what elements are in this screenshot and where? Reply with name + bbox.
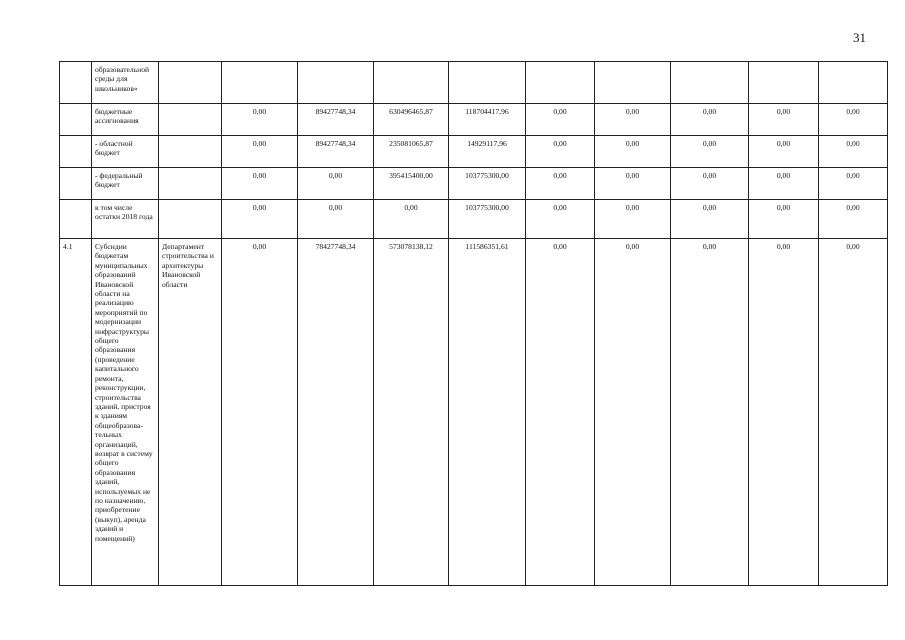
amount-cell: 0,00 [526, 136, 595, 168]
amount-cell: 0,00 [749, 168, 819, 200]
amount-cell: 0,00 [526, 168, 595, 200]
amount-cell: 0,00 [671, 200, 749, 239]
amount-cell: 0,00 [671, 104, 749, 136]
amount-cell [595, 62, 671, 104]
amount-cell: 0,00 [671, 136, 749, 168]
amount-cell: 0,00 [749, 239, 819, 586]
amount-cell: 14929117,96 [449, 136, 526, 168]
amount-cell: 0,00 [749, 136, 819, 168]
amount-cell [749, 62, 819, 104]
row-name-cell: бюджетные ассигнования [92, 104, 159, 136]
amount-cell: 0,00 [819, 168, 888, 200]
page-number: 31 [853, 30, 866, 45]
amount-cell [671, 62, 749, 104]
row-index-cell [60, 104, 92, 136]
table-row [60, 136, 888, 168]
row-executor-cell [159, 200, 222, 239]
amount-cell: 0,00 [819, 239, 888, 586]
amount-cell: 0,00 [526, 239, 595, 586]
amount-cell: 0,00 [595, 104, 671, 136]
table-row [60, 168, 888, 200]
row-executor-cell [159, 168, 222, 200]
row-name-cell: - федеральный бюджет [92, 168, 159, 200]
amount-cell: 0,00 [595, 239, 671, 586]
amount-cell: 630496465,87 [374, 104, 449, 136]
amount-cell: 0,00 [671, 168, 749, 200]
amount-cell: 111586351,61 [449, 239, 526, 586]
row-index-cell: 4.1 [60, 239, 92, 586]
row-index-cell [60, 200, 92, 239]
row-name-cell: - областной бюджет [92, 136, 159, 168]
amount-cell [449, 62, 526, 104]
row-name-cell: Субсидии бюджетам муниципальных образований Ивановской области на реализацию мероприятий по модернизации инфраструктуры общего образования (проведение капитального ремонта, реконструкции, строительства зданий, пристроя к зданиям общеобразова-тельных организаций, возврат в систему общего образования зданий, используемых не по назначению, приобретение (выкуп), аренда зданий и помещений) [92, 239, 159, 586]
amount-cell: 0,00 [595, 200, 671, 239]
row-executor-cell [159, 136, 222, 168]
row-executor-cell [159, 62, 222, 104]
table-row [60, 239, 888, 586]
amount-cell: 0,00 [222, 136, 298, 168]
amount-cell: 0,00 [374, 200, 449, 239]
amount-cell: 0,00 [222, 104, 298, 136]
amount-cell: 0,00 [222, 168, 298, 200]
amount-cell [374, 62, 449, 104]
row-executor-cell: Департамент строительства и архитектуры Ивановской области [159, 239, 222, 586]
amount-cell: 0,00 [595, 168, 671, 200]
row-name-cell: образовательной среды для школьников» [92, 62, 159, 104]
amount-cell: 0,00 [222, 239, 298, 586]
budget-table [59, 61, 888, 586]
amount-cell: 0,00 [819, 136, 888, 168]
amount-cell: 0,00 [819, 200, 888, 239]
table-row [60, 104, 888, 136]
amount-cell: 0,00 [749, 104, 819, 136]
amount-cell: 395415400,00 [374, 168, 449, 200]
amount-cell: 0,00 [749, 200, 819, 239]
amount-cell [526, 62, 595, 104]
amount-cell: 0,00 [526, 104, 595, 136]
amount-cell: 103775300,00 [449, 200, 526, 239]
row-name-cell: в том числе остатки 2018 года [92, 200, 159, 239]
amount-cell: 573078138,12 [374, 239, 449, 586]
amount-cell: 89427748,34 [298, 136, 374, 168]
row-executor-cell [159, 104, 222, 136]
amount-cell [298, 62, 374, 104]
amount-cell: 0,00 [819, 104, 888, 136]
row-index-cell [60, 168, 92, 200]
amount-cell: 103775300,00 [449, 168, 526, 200]
amount-cell: 0,00 [222, 200, 298, 239]
table-row [60, 200, 888, 239]
table-row [60, 62, 888, 104]
amount-cell: 89427748,34 [298, 104, 374, 136]
row-index-cell [60, 62, 92, 104]
amount-cell [819, 62, 888, 104]
amount-cell: 78427748,34 [298, 239, 374, 586]
amount-cell: 0,00 [526, 200, 595, 239]
row-index-cell [60, 136, 92, 168]
amount-cell [222, 62, 298, 104]
amount-cell: 0,00 [671, 239, 749, 586]
amount-cell: 0,00 [595, 136, 671, 168]
amount-cell: 118704417,96 [449, 104, 526, 136]
amount-cell: 0,00 [298, 168, 374, 200]
amount-cell: 235081065,87 [374, 136, 449, 168]
amount-cell: 0,00 [298, 200, 374, 239]
